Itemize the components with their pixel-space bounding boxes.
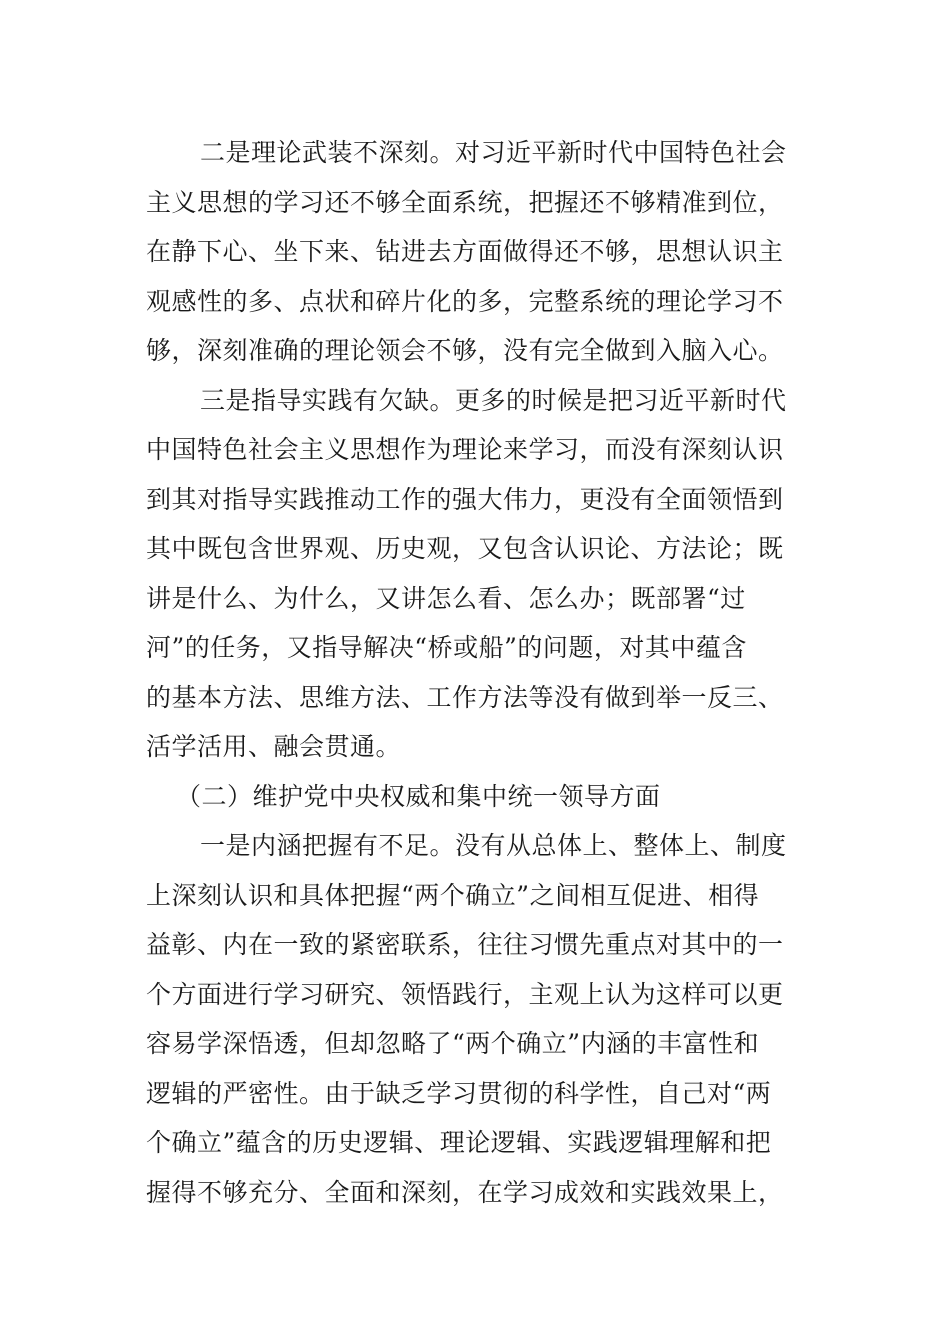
text-line: 逻辑的严密性。由于缺乏学习贯彻的科学性，自己对“两 — [146, 1078, 772, 1108]
text-line: 观感性的多、点状和碎片化的多，完整系统的理论学习不 — [146, 286, 784, 316]
section-heading-text: （二）维护党中央权威和集中统一领导方面 — [176, 781, 661, 811]
paragraph-theory-armament — [146, 128, 816, 376]
text-line: 上深刻认识和具体把握“两个确立”之间相互促进、相得 — [146, 880, 760, 910]
text-line: 河”的任务，又指导解决“桥或船”的问题，对其中蕴含 — [146, 633, 747, 662]
text-line: 握得不够充分、全面和深刻，在学习成效和实践效果上， — [146, 1177, 784, 1207]
text-line: 中国特色社会主义思想作为理论来学习，而没有深刻认识 — [146, 435, 784, 464]
paragraph-connotation-grasp — [146, 821, 816, 1217]
text-line: 一是内涵把握有不足。没有从总体上、整体上、制度 — [200, 831, 787, 860]
text-line: 讲是什么、为什么，又讲怎么看、怎么办；既部署“过 — [146, 583, 746, 613]
text-line: 在静下心、坐下来、钻进去方面做得还不够，思想认识主 — [146, 237, 784, 266]
text-line: 够，深刻准确的理论领会不够，没有完全做到入脑入心。 — [146, 336, 784, 365]
text-line: 三是指导实践有欠缺。更多的时候是把习近平新时代 — [200, 385, 787, 415]
text-line: 到其对指导实践推动工作的强大伟力，更没有全面领悟到 — [146, 484, 784, 514]
text-line: 个确立”蕴含的历史逻辑、理论逻辑、实践逻辑理解和把 — [146, 1128, 772, 1157]
paragraph-practice-guidance — [146, 376, 816, 772]
text-line: 益彰、内在一致的紧密联系，往往习惯先重点对其中的一 — [146, 930, 784, 959]
document-body — [146, 128, 816, 1217]
text-line: 其中既包含世界观、历史观，又包含认识论、方法论；既 — [146, 534, 784, 563]
text-line: 个方面进行学习研究、领悟践行，主观上认为这样可以更 — [146, 979, 784, 1009]
text-line: 活学活用、融会贯通。 — [146, 732, 402, 761]
section-heading — [146, 772, 816, 822]
text-line: 容易学深悟透，但却忽略了“两个确立”内涵的丰富性和 — [146, 1029, 760, 1058]
text-line: 二是理论武装不深刻。对习近平新时代中国特色社会 — [200, 138, 787, 167]
text-line: 的基本方法、思维方法、工作方法等没有做到举一反三、 — [146, 682, 784, 712]
text-line: 主义思想的学习还不够全面系统，把握还不够精准到位， — [146, 187, 784, 217]
